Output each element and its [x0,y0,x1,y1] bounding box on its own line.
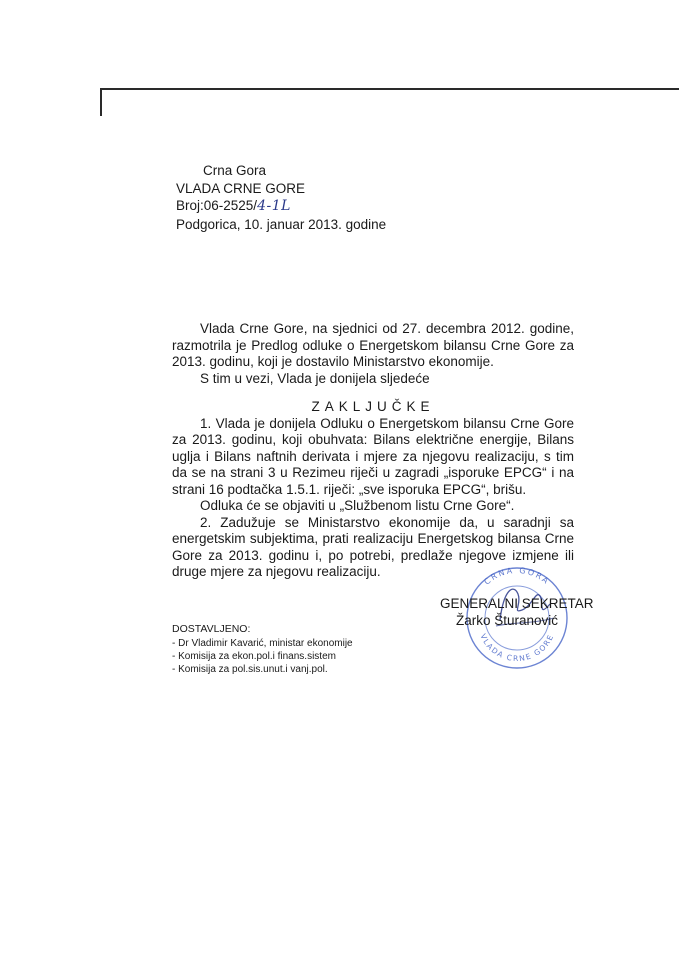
conclusion-point-2: 2. Zadužuje se Ministarstvo ekonomije da, u saradnji sa energetskim subjektima, prati realizaciju Energetskog bilansa Crne Gore za 2013. godinu i, po potrebi, predlaže njegove izmjene ili druge mjere za njegovu realizaciju. [172,514,574,579]
signatory-title: GENERALNI SEKRETAR [440,596,594,611]
transition-paragraph: S tim u vezi, Vlada je donijela sljedeće [200,370,430,386]
distribution-list [172,623,353,676]
document-number [176,197,386,216]
government-name: VLADA CRNE GORE [176,180,306,196]
stamp-text-top: CRNA GORA [482,565,552,587]
document-number-handwritten: 4-1L [257,198,291,214]
place-date: Podgorica, 10. januar 2013. godine [176,216,387,232]
scan-border-top [100,88,679,90]
distribution-title: DOSTAVLJENO: [172,623,251,635]
distribution-item: - Dr Vladimir Kavarić, ministar ekonomije [172,638,353,649]
conclusion-point-1: 1. Vlada je donijela Odluku o Energetskom bilansu Crne Gore za 2013. godinu, koji obuhvata: Bilans električne energije, Bilans uglja i Bilans naftnih derivata i mjere za njegovu realizaciju, s tim da se na strani 3 u Rezimeu riječi u zagradi „isporuke EPCG“ i na strani 16 podtačka 1.5.1. riječi: „sve isporuka EPCG“, brišu. [172,415,574,497]
country-name: Crna Gora [203,163,267,178]
signature-block [440,596,594,629]
distribution-item: - Komisija za ekon.pol.i finans.sistem [172,651,336,662]
publication-note: Odluka će se objaviti u „Službenom listu Crne Gore“. [200,498,515,513]
document-number-printed: Broj:06-2525/ [176,198,258,213]
scan-border-left [100,88,102,116]
document-header [176,162,386,233]
document-body [172,321,574,581]
distribution-item: - Komisija za pol.sis.unut.i vanj.pol. [172,664,328,675]
signatory-name: Žarko Šturanović [456,612,559,628]
conclusions-heading: ZAKLJUČKE [311,399,435,414]
intro-paragraph: Vlada Crne Gore, na sjednici od 27. decembra 2012. godine, razmotrila je Predlog odluke o Energetskom bilansu Crne Gore za 2013. godinu, koji je dostavilo Ministarstvo ekonomije. [172,321,574,369]
stamp-text-bottom: VLADA CRNE GORE [478,632,556,664]
